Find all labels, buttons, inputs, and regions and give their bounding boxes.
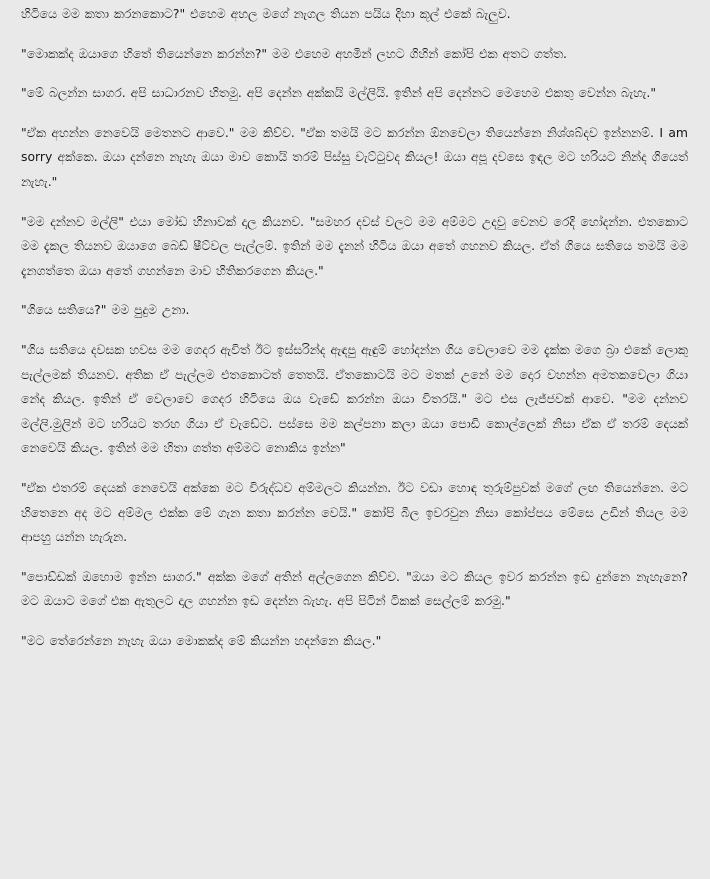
paragraph: "මට තේරෙන්නෙ නැහැ ඔයා මොකක්ද මේ කියන්න හදන්නෙ කියල." bbox=[21, 632, 382, 648]
paragraph: "මොකක්ද ඔයාගෙ හිතේ තියෙන්නෙ කරන්න?" මම එහෙම අහමින් ලහට ගිහින් කෝපි එක අතට ගත්ත. bbox=[21, 45, 567, 61]
paragraph: හිටියෙ මම කතා කරනකොට?" එහෙම අහල මගේ නැගල තියන පයිය දිහා කූල් එකේ බැලුව. bbox=[21, 6, 511, 21]
paragraph: "මේ බලන්න සාගර. අපි සාධාරනව හිතමු. අපි දෙන්න අක්කයි මල්ලියි. ඉතින් අපි දෙන්නට මෙහෙම එකතු වෙන්න බැහැ." bbox=[21, 85, 657, 101]
paragraph: "ඒක අහන්න නෙවෙයි මෙතනට ආවෙ." මම කිව්ව. "ඒක තමයි මට කරන්න ඕනවෙලා තියෙන්නෙ නිශ්ශබ්දව ඉන්නනම්. I am sorry අක්කෙ. ඔයා දන්නෙ නැහැ ඔයා මාව කොයි තරම් පිස්සු වැට්ටුවද කියල! ඔයා අපූ දවසෙ ඉඳල මට හරියට නින්ද ගියෙත් නැහැ." bbox=[21, 124, 688, 189]
paragraph: "ගියෙ සතියෙ?" මම පුදුම උනා. bbox=[21, 302, 190, 318]
paragraph: "මම දන්නව මල්ලි" එයා මෝඩ හිනාවක් දාල කියනව. "සමහර දවස් වලට මම අම්මට උදවු වෙනව රෙදි හෝදන්න. එතකොට මම දැකල තියනව ඔයාගෙ බෙඩ් ෂීට්වල පැල්ලම්. ඉතින් මම දැනන් හිටිය ඔයා අතේ ගහනව කියල. ඒත් ගියෙ සතියෙ තමයි මම දැනගත්තෙ ඔයා අතේ ගහන්නෙ මාව හිතිකරගෙන කියල." bbox=[21, 213, 688, 278]
paragraph: "ඒක එතරම් දෙයක් නෙවෙයි අක්කෙ මට විරුද්ධව අම්මලට කියන්න. ඊට වඩා හොඳ තුරුම්පුවක් මගේ ලඟ තියෙන්නෙ. මට හිතෙනෙ අද මට අම්මල එක්ක මේ ගැන කතා කරන්න වෙයි." කෝපි බීල ඉවරවුන නිසා කෝප්පය මේසෙ උඩින් තියල මම ආපහු යන්න හැරුන. bbox=[21, 479, 688, 545]
paragraph: "පොඩ්ඩක් ඔහොම ඉන්න සාගර." අක්ක මගේ අතින් අල්ලගෙන කිව්ව. "ඔයා මට කියල ඉවර කරන්න ඉඩ දුන්නෙ නැහැනෙ? මට ඔයාට මගේ එක ඇතුලට දාල ගහන්න ඉඩ දෙන්න බැහැ. අපි පිටින් ටිකක් සෙල්ලම් කරමු." bbox=[21, 568, 688, 609]
paragraph: "ගිය සතියෙ දවසක හවස මම ගෙදර ඇවිත් ඊට ඉස්සරින්ද ඇඳපු ඇඳුම් හෝදන්න ගිය වෙලාවෙ මම දැක්ක මගෙ බ්‍රා එකේ ලොකු පැල්ලමක් තියනව. අතික ඒ පැල්ලම එතකොටත් තෙතයි. ඒතකොටයි මට මතක් උනේ මම දොර වහන්න අමතකවෙලා ගියා නේද කියල. ඉතින් ඒ වෙලාවෙ ගෙදර හිටියෙ ඔය වැඩේ කරන්න ඔයා විතරයි." මට එස ලැජ්ජවක් ආවෙ. "මම දන්නව මල්ලි.මුලින් මට හරියට තරහ ගියා ඒ වැඩේට. පස්සෙ මම කල්පනා කලා ඔයා පොඩි කොල්ලෙක් නිසා ඒක ඒ තරම් දෙයක් නෙවෙයි කියල. ඉතින් මම හිතා ගත්ත අම්මට නොකිය ඉන්න" bbox=[21, 341, 688, 456]
